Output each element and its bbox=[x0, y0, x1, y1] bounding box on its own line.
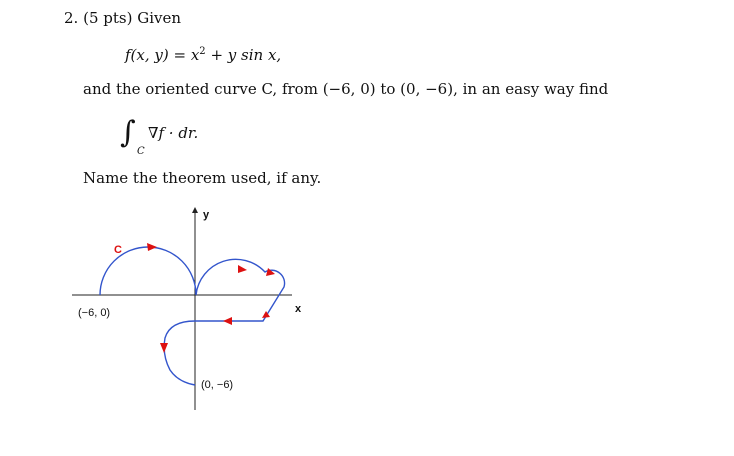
function-exponent: 2 bbox=[199, 46, 206, 57]
start-point-label: (−6, 0) bbox=[78, 307, 111, 319]
function-rhs: + y sin x, bbox=[205, 46, 282, 64]
problem-points: (5 pts) bbox=[83, 9, 133, 27]
end-point-label: (0, −6) bbox=[201, 379, 234, 391]
x-axis-label: x bbox=[295, 303, 302, 315]
y-axis-label: y bbox=[203, 209, 210, 221]
direction-arrow bbox=[223, 317, 232, 325]
integral-sign: ∫ bbox=[120, 115, 136, 150]
curve-label: C bbox=[114, 244, 122, 256]
problem-given: Given bbox=[137, 9, 182, 27]
integral-subscript: C bbox=[137, 146, 145, 157]
curve-c bbox=[100, 247, 285, 385]
direction-arrow bbox=[266, 268, 275, 276]
theorem-question: Name the theorem used, if any. bbox=[83, 169, 322, 187]
problem-number: 2. bbox=[64, 9, 79, 27]
direction-arrow bbox=[160, 343, 168, 353]
function-lhs: f(x, y) = x bbox=[125, 46, 200, 64]
direction-arrow bbox=[147, 243, 157, 251]
integral-integrand: ∇f · dr. bbox=[148, 124, 199, 142]
curve-sentence: and the oriented curve C, from (−6, 0) to (0, −6), in an easy way find bbox=[83, 80, 609, 98]
direction-arrow bbox=[238, 265, 247, 273]
